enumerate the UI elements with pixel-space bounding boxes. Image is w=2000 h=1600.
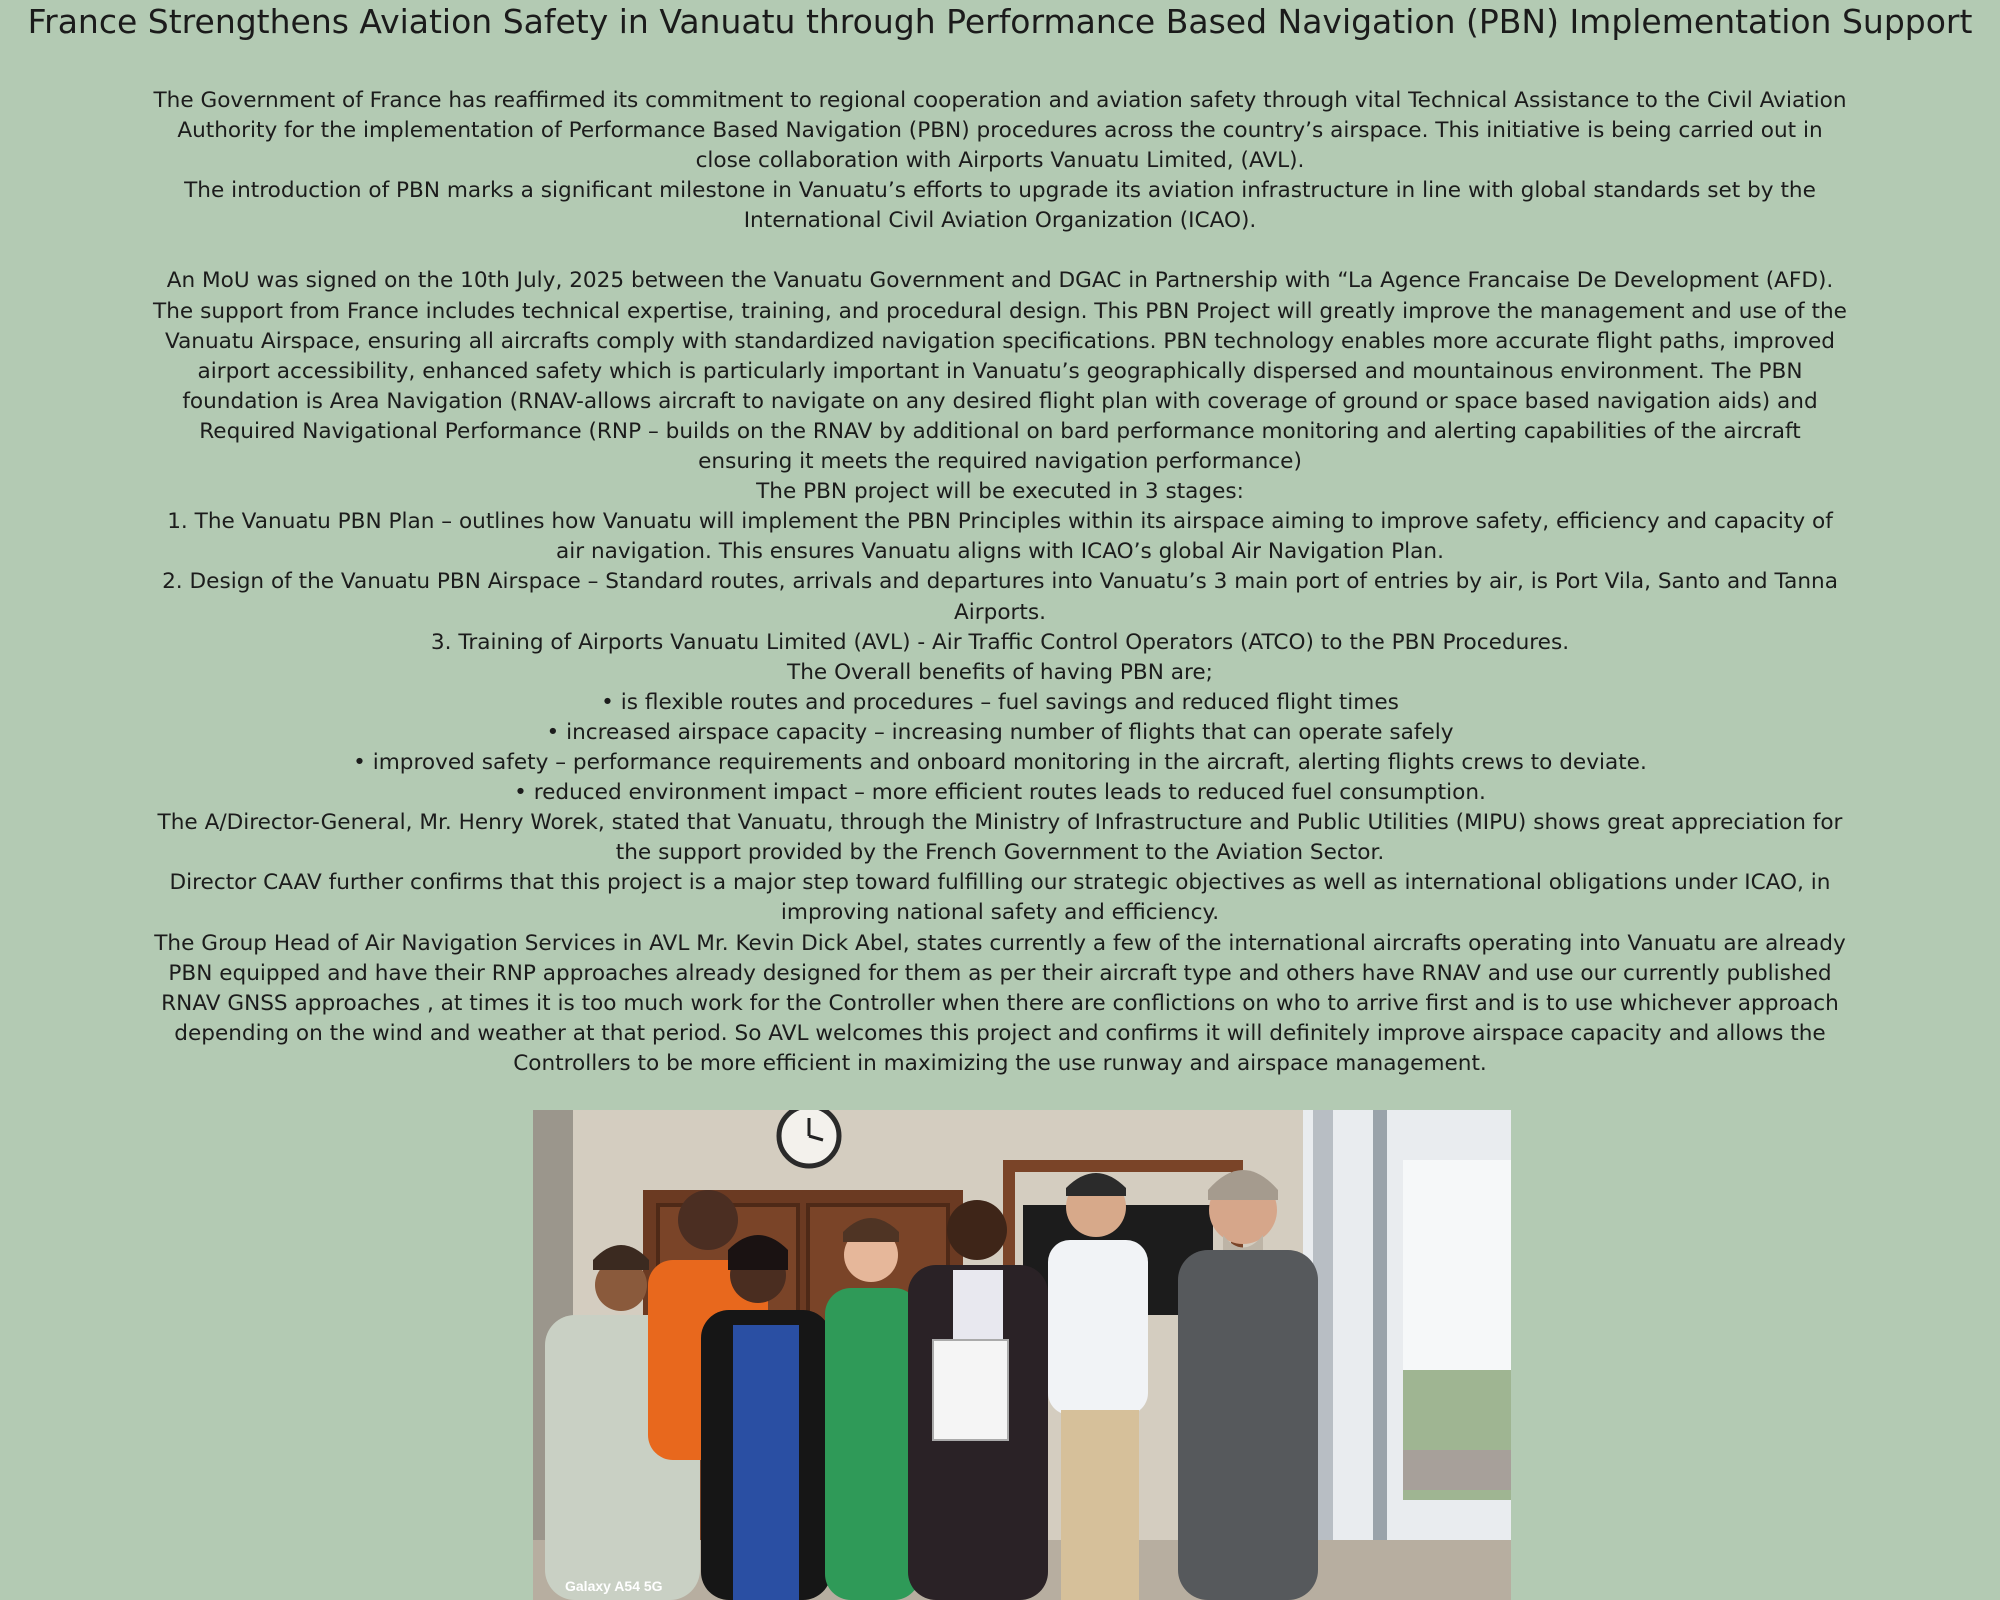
stage-item-2: 2. Design of the Vanuatu PBN Airspace – Standard routes, arrivals and departures into Vanuatu’s 3 main port of entries by air, is Port Vila, Santo and Tanna Airports. (162, 569, 1838, 625)
stage-item-3: 3. Training of Airports Vanuatu Limited (AVL) - Air Traffic Control Operators (ATCO) to the PBN Procedures. (430, 629, 1570, 655)
paragraph-air-navigation: The Group Head of Air Navigation Services in AVL Mr. Kevin Dick Abel, states currently a few of the international aircrafts operating into Vanuatu are already PBN equipped and have their RNP approaches already designed for them as per their aircraft type and others have RNAV and use our currently published RNAV GNSS approaches , at times it is too much work for the Controller when there are conflictions on who to arrive first and is to use whichever approach depending on the wind and weather at that period. So AVL welcomes this project and confirms it will definitely improve airspace capacity and allows the Controllers to be more efficient in maximizing the use runway and airspace management. (154, 930, 1846, 1076)
document-icon (933, 1340, 1008, 1440)
stage-item-1: 1. The Vanuatu PBN Plan – outlines how Vanuatu will implement the PBN Principles within its airspace aiming to improve safety, efficiency and capacity of air navigation. This ensures Vanuatu aligns with ICAO’s global Air Navigation Plan. (167, 509, 1833, 565)
benefit-item-2: • increased airspace capacity – increasing number of flights that can operate safely (546, 719, 1454, 745)
paragraph-spacer (150, 236, 1850, 266)
article-title: France Strengthens Aviation Safety in Vanuatu through Performance Based Navigation (PBN) Implementation Support (27, 2, 1973, 41)
paragraph-intro: The Government of France has reaffirmed its commitment to regional cooperation and aviation safety through vital Technical Assistance to the Civil Aviation Authority for the implementation of Performance Based Navigation (PBN) procedures across the country’s airspace. This initiative is being carried out in close collaboration with Airports Vanuatu Limited, (AVL). (153, 88, 1847, 174)
paragraph-director-caav: Director CAAV further confirms that this project is a major step toward fulfilling our strategic objectives as well as international obligations under ICAO, in improving national safety and efficiency. (169, 870, 1831, 926)
paragraph-pbn-milestone: The introduction of PBN marks a significant milestone in Vanuatu’s efforts to upgrade its aviation infrastructure in line with global standards set by the International Civil Aviation Organization (ICAO). (184, 178, 1816, 234)
benefit-item-4: • reduced environment impact – more efficient routes leads to reduced fuel consumption. (514, 780, 1486, 806)
paragraph-benefits-intro: The Overall benefits of having PBN are; (787, 659, 1213, 685)
photo-watermark: Galaxy A54 5G (565, 1578, 663, 1594)
paragraph-stages-intro: The PBN project will be executed in 3 stages: (756, 479, 1244, 505)
paragraph-director-general: The A/Director-General, Mr. Henry Worek, stated that Vanuatu, through the Ministry of Infrastructure and Public Utilities (MIPU) shows great appreciation for the support provided by the French Government to the Aviation Sector. (157, 810, 1843, 866)
benefit-item-1: • is flexible routes and procedures – fuel savings and reduced flight times (601, 689, 1399, 715)
paragraph-support: The support from France includes technical expertise, training, and procedural design. This PBN Project will greatly improve the management and use of the Vanuatu Airspace, ensuring all aircrafts comply with standardized navigation specifications. PBN technology enables more accurate flight paths, improved airport accessibility, enhanced safety which is particularly important in Vanuatu’s geographically dispersed and mountainous environment. The PBN foundation is Area Navigation (RNAV-allows aircraft to navigate on any desired flight plan with coverage of ground or space based navigation aids) and Required Navigational Performance (RNP – builds on the RNAV by additional on bard performance monitoring and alerting capabilities of the aircraft ensuring it meets the required navigation performance) (153, 298, 1847, 475)
article-body (150, 86, 1850, 1079)
group-photo-illustration (533, 1110, 1511, 1600)
benefit-item-3: • improved safety – performance requirements and onboard monitoring in the aircraft, alerting flights crews to deviate. (353, 749, 1647, 775)
paragraph-mou: An MoU was signed on the 10th July, 2025 between the Vanuatu Government and DGAC in Partnership with “La Agence Francaise De Development (AFD). (166, 268, 1834, 294)
group-photo (533, 1110, 1511, 1600)
